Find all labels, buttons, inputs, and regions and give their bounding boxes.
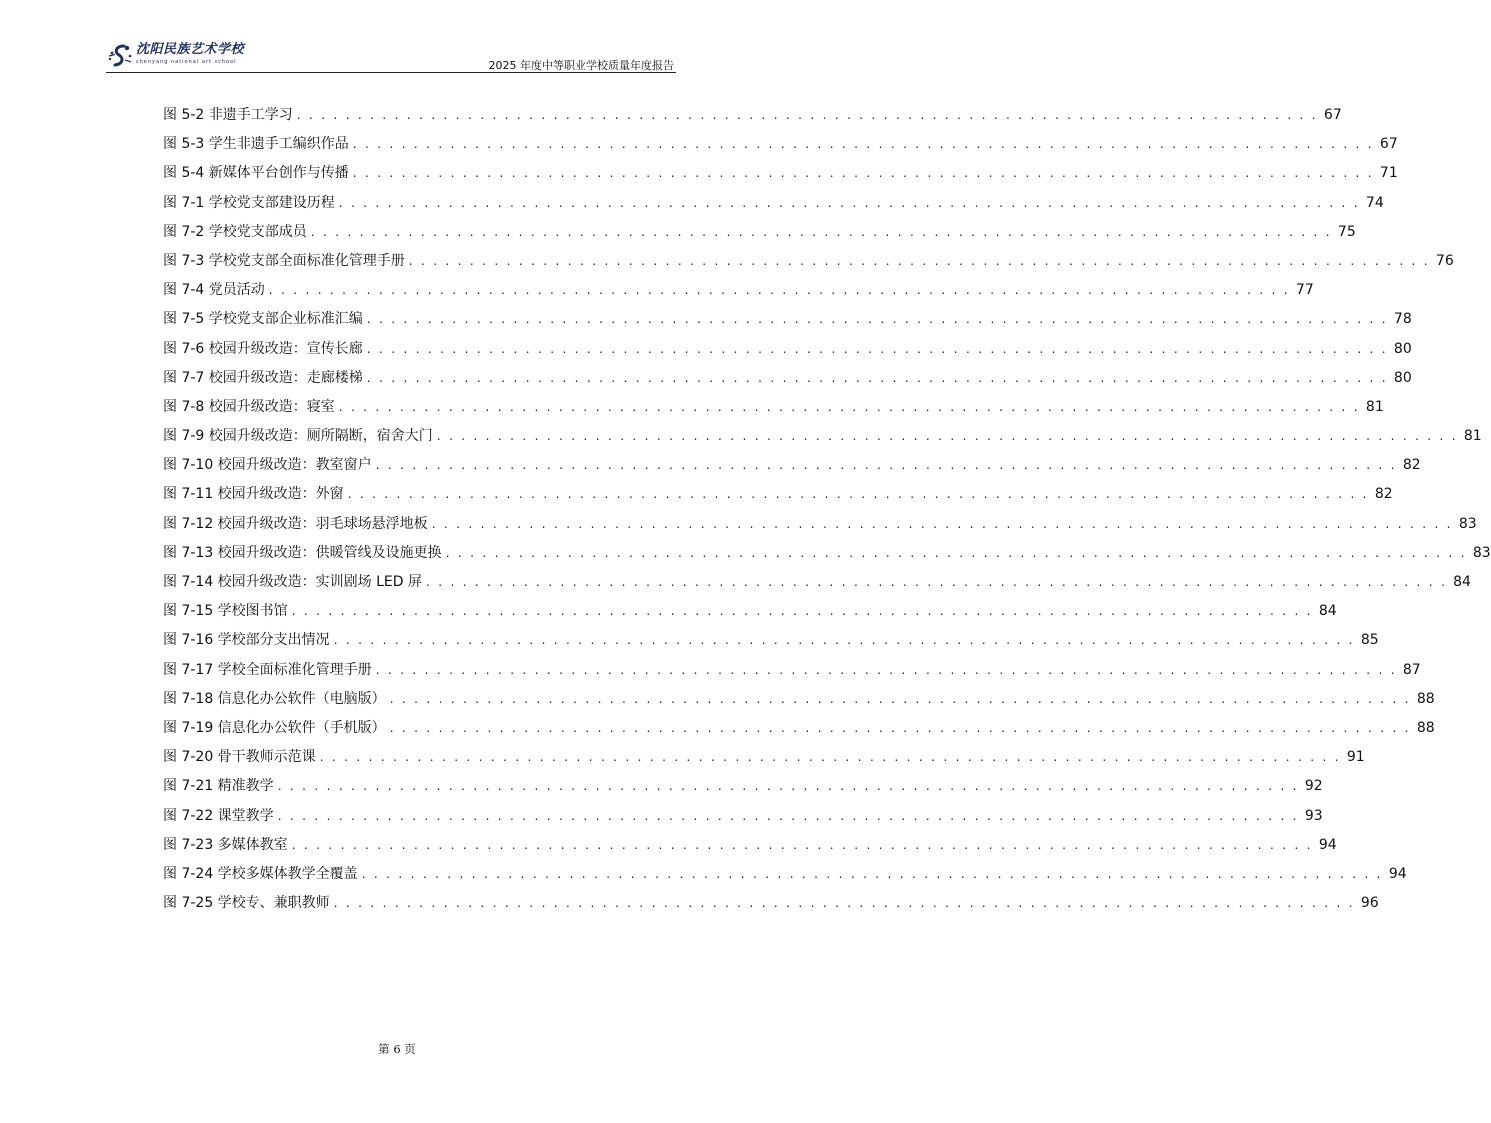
toc-entry[interactable]: [163, 743, 1365, 772]
toc-entry[interactable]: [163, 335, 1412, 364]
toc-entry-page: 94: [1318, 836, 1337, 853]
toc-entry-title: 图 7-6 校园升级改造：宣传长廊: [163, 340, 363, 357]
toc-entry-title: 图 7-9 校园升级改造：厕所隔断，宿舍大门: [163, 428, 433, 445]
toc-entry[interactable]: [163, 159, 1398, 188]
toc-entry[interactable]: [163, 597, 1337, 626]
toc-entry[interactable]: [163, 685, 1435, 714]
toc-dot-leader: . . . . . . . . . . . . . . . . . . . . . . . . . . . . . . . . . . . . . . . . . . . . . . . . . . . . . . . . . . . . . . . . . . . . . . . . . . . . . . . . . . . .: [366, 341, 1388, 356]
toc-entry-title: 图 7-21 精准教学: [163, 778, 274, 795]
toc-entry-page: 77: [1295, 282, 1314, 299]
toc-dot-leader: . . . . . . . . . . . . . . . . . . . . . . . . . . . . . . . . . . . . . . . . . . . . . . . . . . . . . . . . . . . . . . . . . . . . . . . . . . . . . . . . . . . .: [436, 429, 1458, 444]
toc-entry[interactable]: [163, 802, 1323, 831]
toc-entry-page: 88: [1416, 690, 1435, 707]
toc-entry[interactable]: [163, 189, 1384, 218]
toc-entry-title: 图 7-1 学校党支部建设历程: [163, 194, 335, 211]
toc-dot-leader: . . . . . . . . . . . . . . . . . . . . . . . . . . . . . . . . . . . . . . . . . . . . . . . . . . . . . . . . . . . . . . . . . . . . . . . . . . . . . . . . . . . .: [361, 866, 1383, 881]
toc-entry[interactable]: [163, 626, 1379, 655]
toc-entry-page: 84: [1453, 574, 1471, 590]
toc-dot-leader: . . . . . . . . . . . . . . . . . . . . . . . . . . . . . . . . . . . . . . . . . . . . . . . . . . . . . . . . . . . . . . . . . . . . . . . . . . . . . . . . . . . .: [338, 195, 1360, 210]
toc-dot-leader: . . . . . . . . . . . . . . . . . . . . . . . . . . . . . . . . . . . . . . . . . . . . . . . . . . . . . . . . . . . . . . . . . . . . . . . . . . . . . . . . . . . .: [338, 399, 1360, 414]
toc-entry-page: 75: [1337, 223, 1356, 240]
toc-entry-title: 图 7-25 学校专、兼职教师: [163, 895, 330, 912]
toc-dot-leader: . . . . . . . . . . . . . . . . . . . . . . . . . . . . . . . . . . . . . . . . . . . . . . . . . . . . . . . . . . . . . . . . . . . . . . . . . . . . . . . . . . . .: [277, 779, 1299, 794]
toc-entry[interactable]: [163, 656, 1421, 685]
toc-entry-title: 图 5-3 学生非遗手工编织作品: [163, 136, 349, 153]
toc-entry-title: 图 7-19 信息化办公软件（手机版）: [163, 719, 386, 736]
toc-entry-title: 图 7-15 学校图书馆: [163, 603, 288, 620]
toc-entry[interactable]: [163, 218, 1356, 247]
toc-entry-title: 图 7-17 学校全面标准化管理手册: [163, 661, 372, 678]
toc-entry-page: 92: [1304, 778, 1323, 795]
toc-dot-leader: . . . . . . . . . . . . . . . . . . . . . . . . . . . . . . . . . . . . . . . . . . . . . . . . . . . . . . . . . . . . . . . . . . . . . . . . . . . . . . . . . . . .: [310, 224, 1332, 239]
toc-entry-title: 图 7-7 校园升级改造：走廊楼梯: [163, 369, 363, 386]
toc-entry-page: 82: [1402, 457, 1421, 474]
toc-entry[interactable]: [163, 510, 1477, 539]
toc-dot-leader: . . . . . . . . . . . . . . . . . . . . . . . . . . . . . . . . . . . . . . . . . . . . . . . . . . . . . . . . . . . . . . . . . . . . . . . . . . . . . . . . . . . .: [366, 370, 1388, 385]
toc-entry[interactable]: [163, 101, 1342, 130]
toc-dot-leader: . . . . . . . . . . . . . . . . . . . . . . . . . . . . . . . . . . . . . . . . . . . . . . . . . . . . . . . . . . . . . . . . . . . . . . . . . . . . . . . . . . . .: [319, 750, 1341, 765]
toc-entry-title: 图 7-24 学校多媒体教学全覆盖: [163, 865, 358, 882]
toc-dot-leader: . . . . . . . . . . . . . . . . . . . . . . . . . . . . . . . . . . . . . . . . . . . . . . . . . . . . . . . . . . . . . . . . . . . . . . . . . . . . . . . . . . . .: [431, 516, 1453, 531]
toc-entry-title: 图 5-2 非遗手工学习: [163, 107, 293, 123]
page-number: 第 6 页: [378, 1042, 416, 1056]
toc-entry-page: 80: [1393, 369, 1412, 386]
logo-wordmark: 沈阳民族艺术学校: [136, 42, 245, 57]
report-title: 2025 年度中等职业学校质量年度报告: [488, 59, 674, 72]
toc-entry-page: 76: [1435, 252, 1454, 269]
toc-entry-page: 67: [1379, 136, 1398, 153]
toc-entry-title: 图 7-18 信息化办公软件（电脑版）: [163, 690, 386, 707]
toc-entry-title: 图 7-13 校园升级改造：供暖管线及设施更换: [163, 544, 442, 561]
toc-entry[interactable]: [163, 714, 1435, 743]
toc-entry[interactable]: [163, 539, 1491, 568]
toc-entry-title: 图 7-8 校园升级改造：寝室: [163, 398, 335, 415]
toc-entry-title: 图 7-12 校园升级改造：羽毛球场悬浮地板: [163, 515, 428, 532]
toc-entry-page: 88: [1416, 719, 1435, 736]
toc-entry[interactable]: [163, 568, 1471, 597]
toc-entry-title: 图 7-5 学校党支部企业标准汇编: [163, 311, 363, 328]
toc-dot-leader: . . . . . . . . . . . . . . . . . . . . . . . . . . . . . . . . . . . . . . . . . . . . . . . . . . . . . . . . . . . . . . . . . . . . . . . . . . . . . . . . . . . .: [352, 137, 1374, 152]
toc-entry-page: 85: [1360, 632, 1379, 649]
page-header: [106, 40, 676, 74]
toc-dot-leader: . . . . . . . . . . . . . . . . . . . . . . . . . . . . . . . . . . . . . . . . . . . . . . . . . . . . . . . . . . . . . . . . . . . . . . . . . . . . . . . . . . . .: [333, 633, 1355, 648]
toc-entry[interactable]: [163, 364, 1412, 393]
school-emblem-icon: [106, 42, 134, 70]
toc-entry-title: 图 7-2 学校党支部成员: [163, 223, 307, 240]
toc-dot-leader: . . . . . . . . . . . . . . . . . . . . . . . . . . . . . . . . . . . . . . . . . . . . . . . . . . . . . . . . . . . . . . . . . . . . . . . . . . . . . . . . . . . .: [268, 283, 1290, 298]
toc-entry[interactable]: [163, 422, 1482, 451]
toc-dot-leader: . . . . . . . . . . . . . . . . . . . . . . . . . . . . . . . . . . . . . . . . . . . . . . . . . . . . . . . . . . . . . . . . . . . . . . . . . . . . . . . . . . . .: [352, 166, 1374, 181]
toc-dot-leader: . . . . . . . . . . . . . . . . . . . . . . . . . . . . . . . . . . . . . . . . . . . . . . . . . . . . . . . . . . . . . . . . . . . . . . . . . . . . . . . . . . . .: [375, 662, 1397, 677]
toc-entry-title: 图 7-23 多媒体教室: [163, 836, 288, 853]
toc-dot-leader: . . . . . . . . . . . . . . . . . . . . . . . . . . . . . . . . . . . . . . . . . . . . . . . . . . . . . . . . . . . . . . . . . . . . . . . . . . . . . . . . . . . .: [445, 545, 1467, 560]
toc-entry-page: 83: [1458, 515, 1477, 532]
toc-entry-page: 84: [1318, 603, 1337, 620]
toc-entry-page: 71: [1379, 165, 1398, 182]
toc-dot-leader: . . . . . . . . . . . . . . . . . . . . . . . . . . . . . . . . . . . . . . . . . . . . . . . . . . . . . . . . . . . . . . . . . . . . . . . . . . . . . . . . . . . .: [277, 808, 1299, 823]
toc-entry-page: 91: [1346, 749, 1365, 766]
toc-entry-page: 96: [1360, 895, 1379, 912]
toc-entry-title: 图 5-4 新媒体平台创作与传播: [163, 165, 349, 182]
toc-dot-leader: . . . . . . . . . . . . . . . . . . . . . . . . . . . . . . . . . . . . . . . . . . . . . . . . . . . . . . . . . . . . . . . . . . . . . . . . . . . . . . . . . . . .: [291, 604, 1313, 619]
logo-subtitle: shenyang national art school: [136, 59, 237, 65]
toc-entry[interactable]: [163, 451, 1421, 480]
toc-entry-page: 93: [1304, 807, 1323, 824]
toc-entry[interactable]: [163, 130, 1398, 159]
toc-dot-leader: . . . . . . . . . . . . . . . . . . . . . . . . . . . . . . . . . . . . . . . . . . . . . . . . . . . . . . . . . . . . . . . . . . . . . . . . . . . . . . . . . . . .: [296, 108, 1318, 122]
toc-entry[interactable]: [163, 831, 1337, 860]
toc-entry-title: 图 7-20 骨干教师示范课: [163, 749, 316, 766]
toc-entry-title: 图 7-4 党员活动: [163, 282, 265, 299]
toc-dot-leader: . . . . . . . . . . . . . . . . . . . . . . . . . . . . . . . . . . . . . . . . . . . . . . . . . . . . . . . . . . . . . . . . . . . . . . . . . . . . . . . . . . . .: [347, 487, 1369, 502]
toc-entry-page: 83: [1472, 544, 1491, 561]
school-logo: [106, 42, 244, 70]
toc-entry[interactable]: [163, 247, 1454, 276]
toc-entry-title: 图 7-16 学校部分支出情况: [163, 632, 330, 649]
header-divider: [106, 72, 676, 73]
toc-dot-leader: . . . . . . . . . . . . . . . . . . . . . . . . . . . . . . . . . . . . . . . . . . . . . . . . . . . . . . . . . . . . . . . . . . . . . . . . . . . . . . . . . . . .: [426, 575, 1448, 589]
toc-entry[interactable]: [163, 393, 1384, 422]
toc-entry-title: 图 7-3 学校党支部全面标准化管理手册: [163, 252, 405, 269]
toc-entry-page: 82: [1374, 486, 1393, 503]
toc-entry[interactable]: [163, 860, 1407, 889]
toc-entry-title: 图 7-10 校园升级改造：教室窗户: [163, 457, 372, 474]
toc-dot-leader: . . . . . . . . . . . . . . . . . . . . . . . . . . . . . . . . . . . . . . . . . . . . . . . . . . . . . . . . . . . . . . . . . . . . . . . . . . . . . . . . . . . .: [408, 253, 1430, 268]
toc-entry-page: 87: [1402, 661, 1421, 678]
toc-entry-page: 94: [1388, 865, 1407, 882]
toc-dot-leader: . . . . . . . . . . . . . . . . . . . . . . . . . . . . . . . . . . . . . . . . . . . . . . . . . . . . . . . . . . . . . . . . . . . . . . . . . . . . . . . . . . . .: [333, 896, 1355, 911]
toc-dot-leader: . . . . . . . . . . . . . . . . . . . . . . . . . . . . . . . . . . . . . . . . . . . . . . . . . . . . . . . . . . . . . . . . . . . . . . . . . . . . . . . . . . . .: [375, 458, 1397, 473]
toc-entry[interactable]: [163, 276, 1314, 305]
toc-dot-leader: . . . . . . . . . . . . . . . . . . . . . . . . . . . . . . . . . . . . . . . . . . . . . . . . . . . . . . . . . . . . . . . . . . . . . . . . . . . . . . . . . . . .: [366, 312, 1388, 327]
toc-entry-title: 图 7-14 校园升级改造：实训剧场 LED 屏: [163, 574, 422, 590]
toc-entry-page: 78: [1393, 311, 1412, 328]
toc-dot-leader: . . . . . . . . . . . . . . . . . . . . . . . . . . . . . . . . . . . . . . . . . . . . . . . . . . . . . . . . . . . . . . . . . . . . . . . . . . . . . . . . . . . .: [291, 837, 1313, 852]
toc-entry-page: 80: [1393, 340, 1412, 357]
figure-list: [163, 101, 1491, 918]
toc-entry[interactable]: [163, 480, 1393, 509]
toc-entry-page: 81: [1463, 428, 1482, 445]
toc-entry-page: 81: [1365, 398, 1384, 415]
toc-entry[interactable]: [163, 772, 1323, 801]
toc-entry-title: 图 7-22 课堂教学: [163, 807, 274, 824]
toc-entry-page: 67: [1323, 107, 1342, 123]
toc-entry[interactable]: [163, 305, 1412, 334]
toc-entry[interactable]: [163, 889, 1379, 918]
toc-dot-leader: . . . . . . . . . . . . . . . . . . . . . . . . . . . . . . . . . . . . . . . . . . . . . . . . . . . . . . . . . . . . . . . . . . . . . . . . . . . . . . . . . . . .: [389, 720, 1411, 735]
toc-dot-leader: . . . . . . . . . . . . . . . . . . . . . . . . . . . . . . . . . . . . . . . . . . . . . . . . . . . . . . . . . . . . . . . . . . . . . . . . . . . . . . . . . . . .: [389, 691, 1411, 706]
toc-entry-title: 图 7-11 校园升级改造：外窗: [163, 486, 344, 503]
toc-entry-page: 74: [1365, 194, 1384, 211]
